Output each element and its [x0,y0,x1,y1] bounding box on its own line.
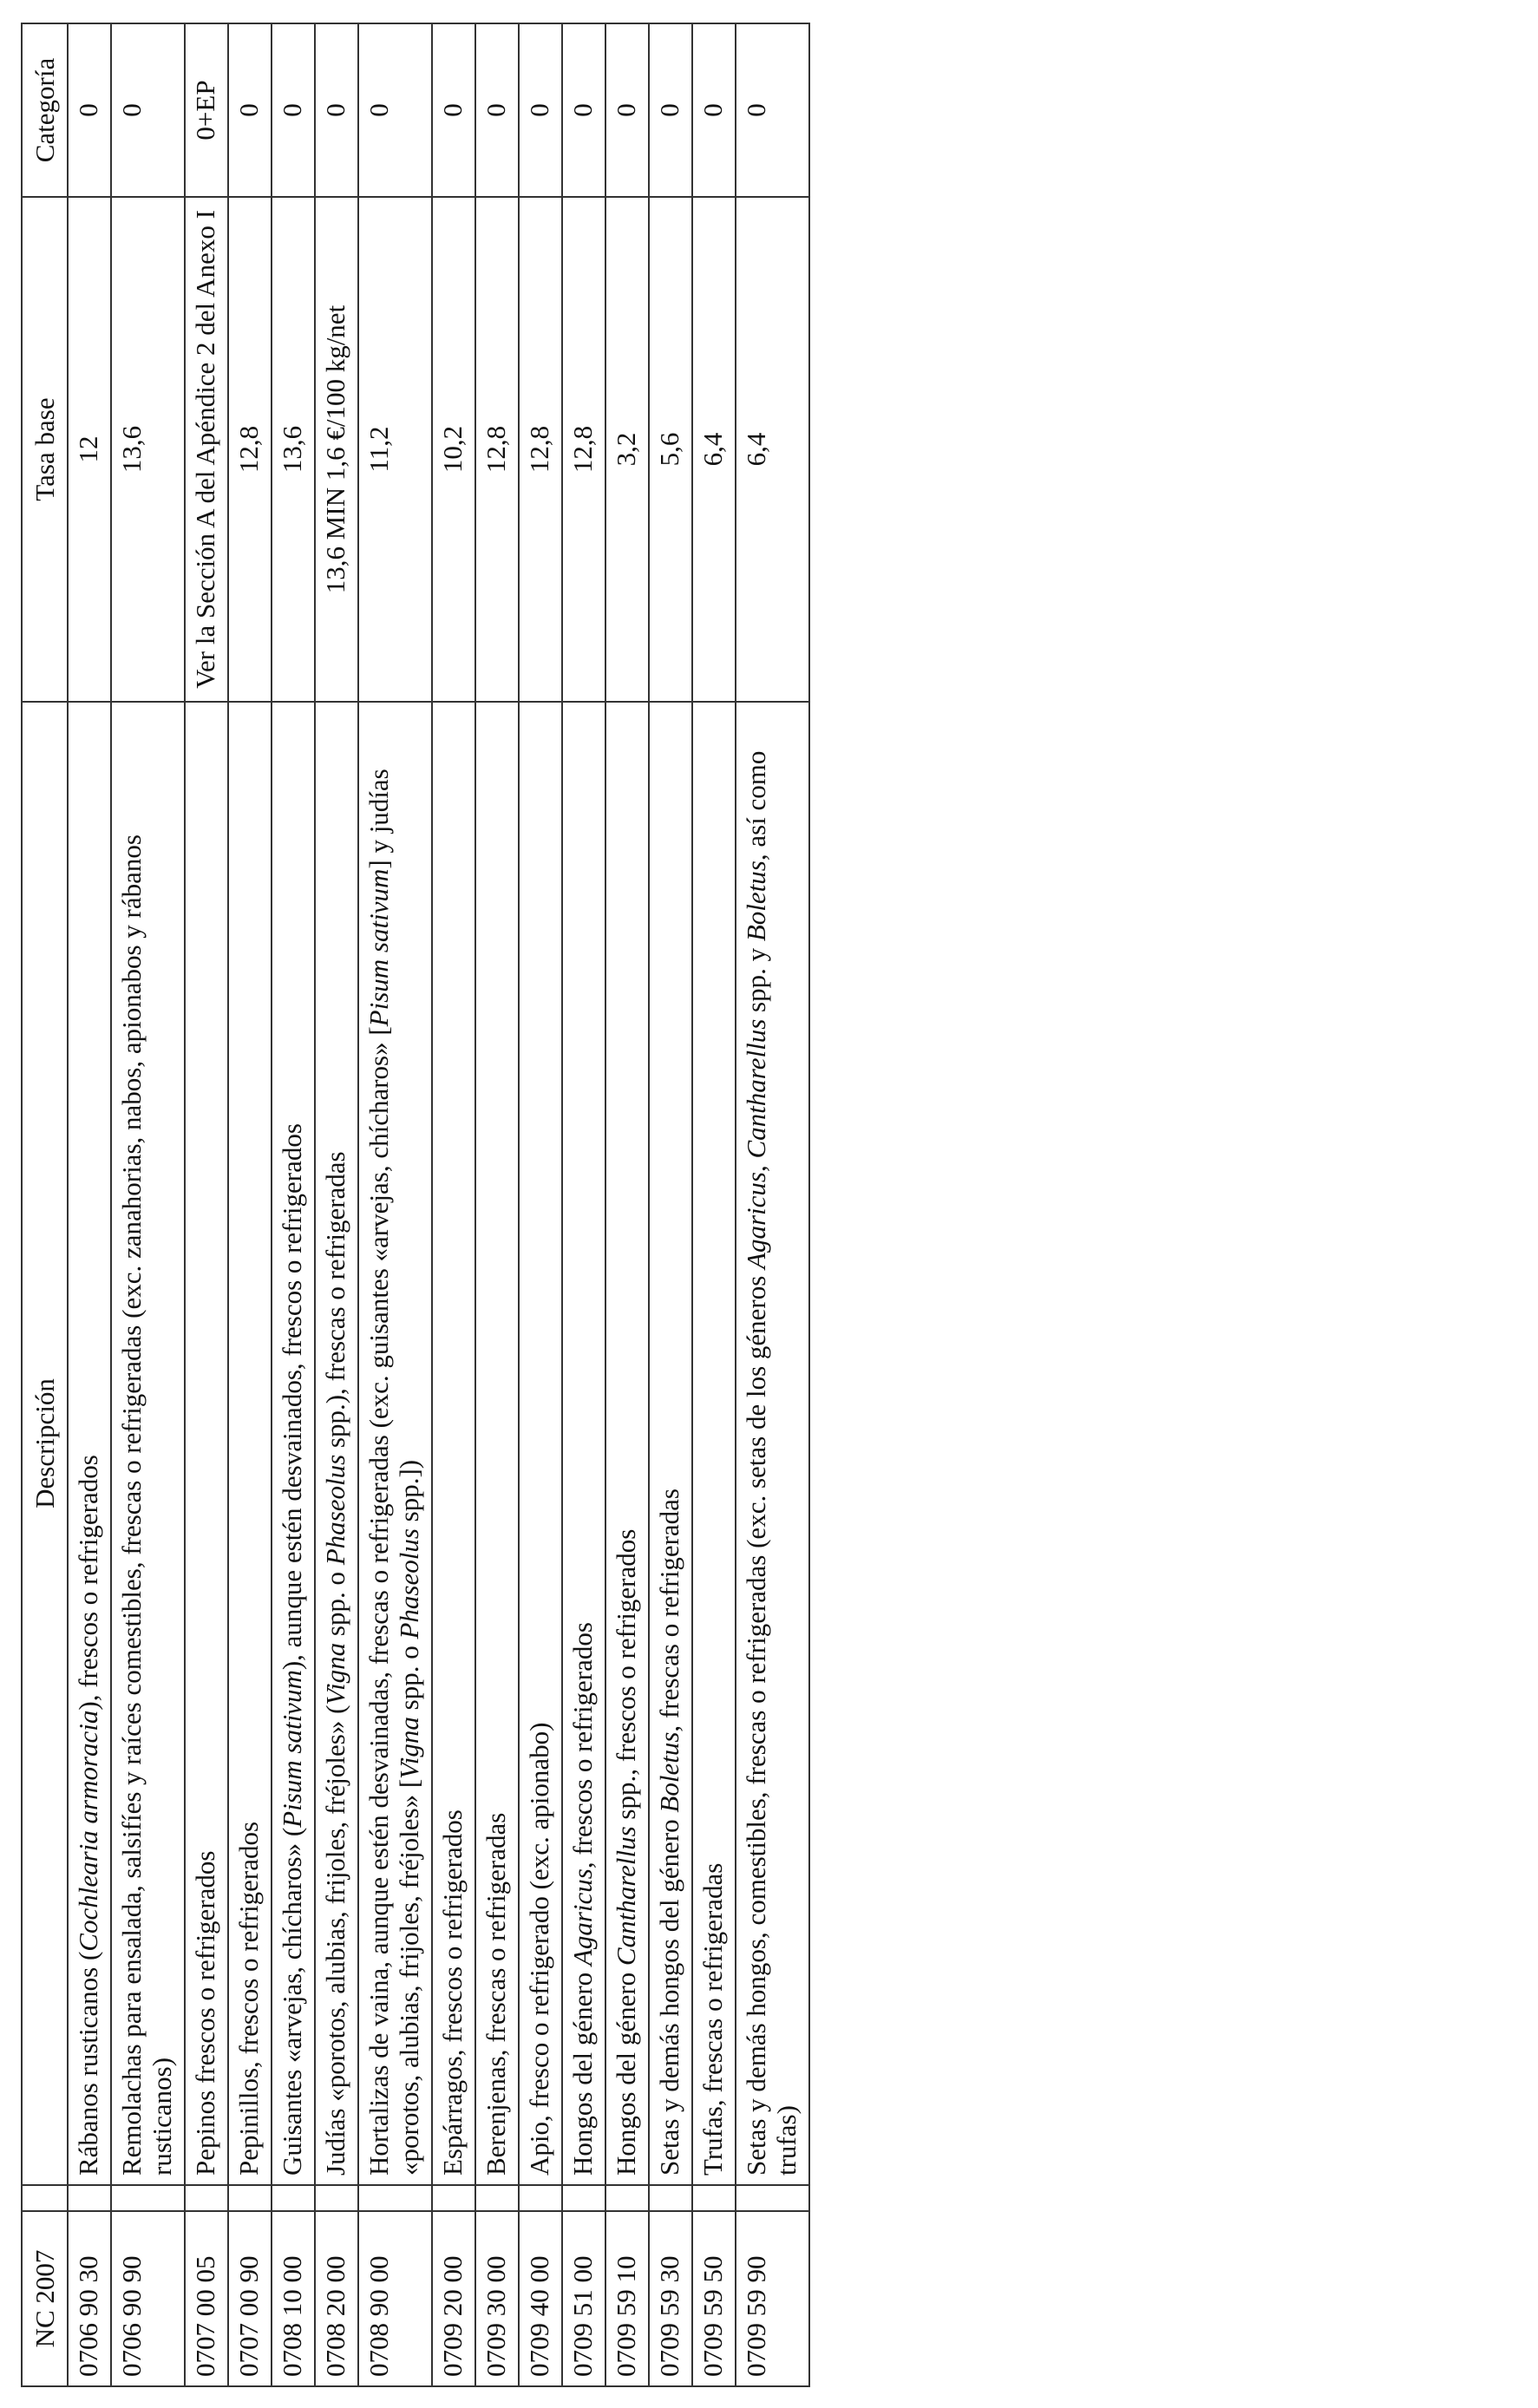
category-cell: 0 [475,23,519,197]
table-row [562,23,605,2386]
spacer-cell [736,2185,809,2211]
nc-code-cell: 0709 20 00 [432,2211,475,2386]
table-row [111,23,185,2386]
table-row [519,23,562,2386]
description-text: Judías «porotos, alubias, frijoles, fréjoles» ( [320,1705,350,2176]
spacer-cell [358,2185,432,2211]
spacer-cell [432,2185,475,2211]
description-text: spp., frescos o refrigerados [611,1528,641,1827]
description-text: Pepinillos, frescos o refrigerados [233,1821,264,2176]
description-cell [358,702,432,2185]
base-rate-cell: 6,4 [692,197,736,702]
category-cell: 0 [562,23,605,197]
description-cell [111,702,185,2185]
base-rate-cell: 13,6 MIN 1,6 €/100 kg/net [315,197,358,702]
base-rate-cell: 12,8 [519,197,562,702]
spacer-cell [111,2185,185,2211]
nc-code-cell: 0708 20 00 [315,2211,358,2386]
spacer-cell [605,2185,649,2211]
spacer-cell [185,2185,228,2211]
nc-code-cell: 0709 59 10 [605,2211,649,2386]
spacer-cell [692,2185,736,2211]
table-row [649,23,692,2386]
table-row [315,23,358,2386]
description-text: spp.), frescas o refrigeradas [320,1151,350,1455]
nc-code-cell: 0707 00 05 [185,2211,228,2386]
nc-code-cell: 0706 90 90 [111,2211,185,2386]
italic-term: Cantharellus [611,1826,641,1966]
description-text: Rábanos rusticanos ( [73,1951,103,2176]
description-text: spp. y [741,941,771,1019]
description-text: ), aunque estén desvainados, frescos o refrigerados [277,1123,307,1671]
description-text: ), frescos o refrigerados [73,1455,103,1711]
description-cell [649,702,692,2185]
header-base-rate: Tasa base [22,197,68,702]
italic-term: Vigna [394,1717,424,1779]
nc-code-cell: 0709 59 90 [736,2211,809,2386]
description-text: , así como trufas) [741,750,802,2176]
header-row [22,23,68,2386]
category-cell: 0 [228,23,272,197]
category-cell: 0 [736,23,809,197]
description-text: Pepinos frescos o refrigerados [190,1850,220,2176]
category-cell: 0 [432,23,475,197]
base-rate-cell: 13,6 [111,197,185,702]
nc-code-cell: 0708 10 00 [272,2211,315,2386]
italic-term: Pisum sativum [277,1670,307,1828]
nc-code-cell: 0707 00 90 [228,2211,272,2386]
table-row [228,23,272,2386]
description-cell [315,702,358,2185]
description-text: Berenjenas, frescas o refrigeradas [481,1812,511,2176]
nc-code-cell: 0709 51 00 [562,2211,605,2386]
description-cell [605,702,649,2185]
description-text: spp.]) [394,1459,424,1529]
description-cell [736,702,809,2185]
italic-term: Boletus [741,860,771,942]
description-text: , [741,1158,771,1172]
table-row [432,23,475,2386]
spacer-cell [68,2185,111,2211]
description-text: Espárragos, frescos o refrigerados [437,1809,468,2176]
description-cell [432,702,475,2185]
description-text: Hongos del género [611,1966,641,2176]
base-rate-cell: 10,2 [432,197,475,702]
spacer-cell [228,2185,272,2211]
description-text: Apio, fresco o refrigerado (exc. apionabo) [524,1722,554,2176]
base-rate-cell: Ver la Sección A del Apéndice 2 del Anexo I [185,197,228,702]
italic-term: Boletus [654,1731,684,1813]
italic-term: Cantharellus [741,1018,771,1159]
spacer-cell [475,2185,519,2211]
nc-code-cell: 0709 30 00 [475,2211,519,2386]
spacer-cell [272,2185,315,2211]
nc-code-cell: 0706 90 30 [68,2211,111,2386]
category-cell: 0 [605,23,649,197]
header-spacer [22,2185,68,2211]
description-text: , frescas o refrigeradas [654,1489,684,1732]
description-cell [475,702,519,2185]
description-text: Trufas, frescas o refrigeradas [697,1862,728,2176]
description-cell [228,702,272,2185]
category-cell: 0 [111,23,185,197]
category-cell: 0 [315,23,358,197]
base-rate-cell: 12 [68,197,111,702]
base-rate-cell: 12,8 [475,197,519,702]
nc-code-cell: 0708 90 00 [358,2211,432,2386]
table-row [68,23,111,2386]
italic-term: Phaseolus [394,1528,424,1639]
spacer-cell [649,2185,692,2211]
base-rate-cell: 3,2 [605,197,649,702]
category-cell: 0 [68,23,111,197]
italic-term: Vigna [320,1642,350,1705]
base-rate-cell: 6,4 [736,197,809,702]
description-cell [185,702,228,2185]
description-text: Setas y demás hongos, comestibles, frescas o refrigeradas (exc. setas de los géneros [741,1268,771,2176]
description-text: Hongos del género [567,1966,598,2176]
base-rate-cell: 11,2 [358,197,432,702]
category-cell: 0 [358,23,432,197]
description-text: , frescos o refrigerados [567,1622,598,1869]
description-text: ] y judías «porotos, alubias, frijoles, fréjoles» [ [363,769,424,2176]
table-row [272,23,315,2386]
table-row [736,23,809,2386]
description-text: Setas y demás hongos del género [654,1812,684,2176]
nc-code-cell: 0709 59 30 [649,2211,692,2386]
description-text: spp. o [394,1639,424,1718]
italic-term: Cochlearia armoracia [73,1710,103,1952]
category-cell: 0 [519,23,562,197]
description-text: Remolachas para ensalada, salsifíes y raíces comestibles, frescas o refrigeradas (exc. zanahorias, nabos, apionabos y rábanos rusticanos) [116,834,177,2176]
description-cell [519,702,562,2185]
italic-term: Agaricus [567,1868,598,1966]
italic-term: Phaseolus [320,1454,350,1566]
description-cell [692,702,736,2185]
table-body [68,23,809,2386]
description-cell [562,702,605,2185]
base-rate-cell: 5,6 [649,197,692,702]
description-text: Guisantes «arvejas, chícharos» ( [277,1827,307,2176]
italic-term: Agaricus [741,1172,771,1269]
description-text: spp. o [320,1565,350,1643]
category-cell: 0 [272,23,315,197]
category-cell: 0 [692,23,736,197]
base-rate-cell: 12,8 [562,197,605,702]
spacer-cell [562,2185,605,2211]
description-text: Hortalizas de vaina, aunque estén desvainadas, frescas o refrigeradas (exc. guisantes «arvejas, chícharos» [ [363,1026,394,2176]
base-rate-cell: 12,8 [228,197,272,702]
base-rate-cell: 13,6 [272,197,315,702]
table-row [605,23,649,2386]
table-row [185,23,228,2386]
header-nc: NC 2007 [22,2211,68,2386]
nc-code-cell: 0709 59 50 [692,2211,736,2386]
spacer-cell [519,2185,562,2211]
header-category: Categoría [22,23,68,197]
description-cell [68,702,111,2185]
tariff-table [21,23,810,2387]
table-row [692,23,736,2386]
table-row [358,23,432,2386]
spacer-cell [315,2185,358,2211]
category-cell: 0 [649,23,692,197]
description-cell [272,702,315,2185]
header-description: Descripción [22,702,68,2185]
nc-code-cell: 0709 40 00 [519,2211,562,2386]
italic-term: Pisum sativum [363,868,394,1027]
category-cell: 0+EP [185,23,228,197]
table-row [475,23,519,2386]
